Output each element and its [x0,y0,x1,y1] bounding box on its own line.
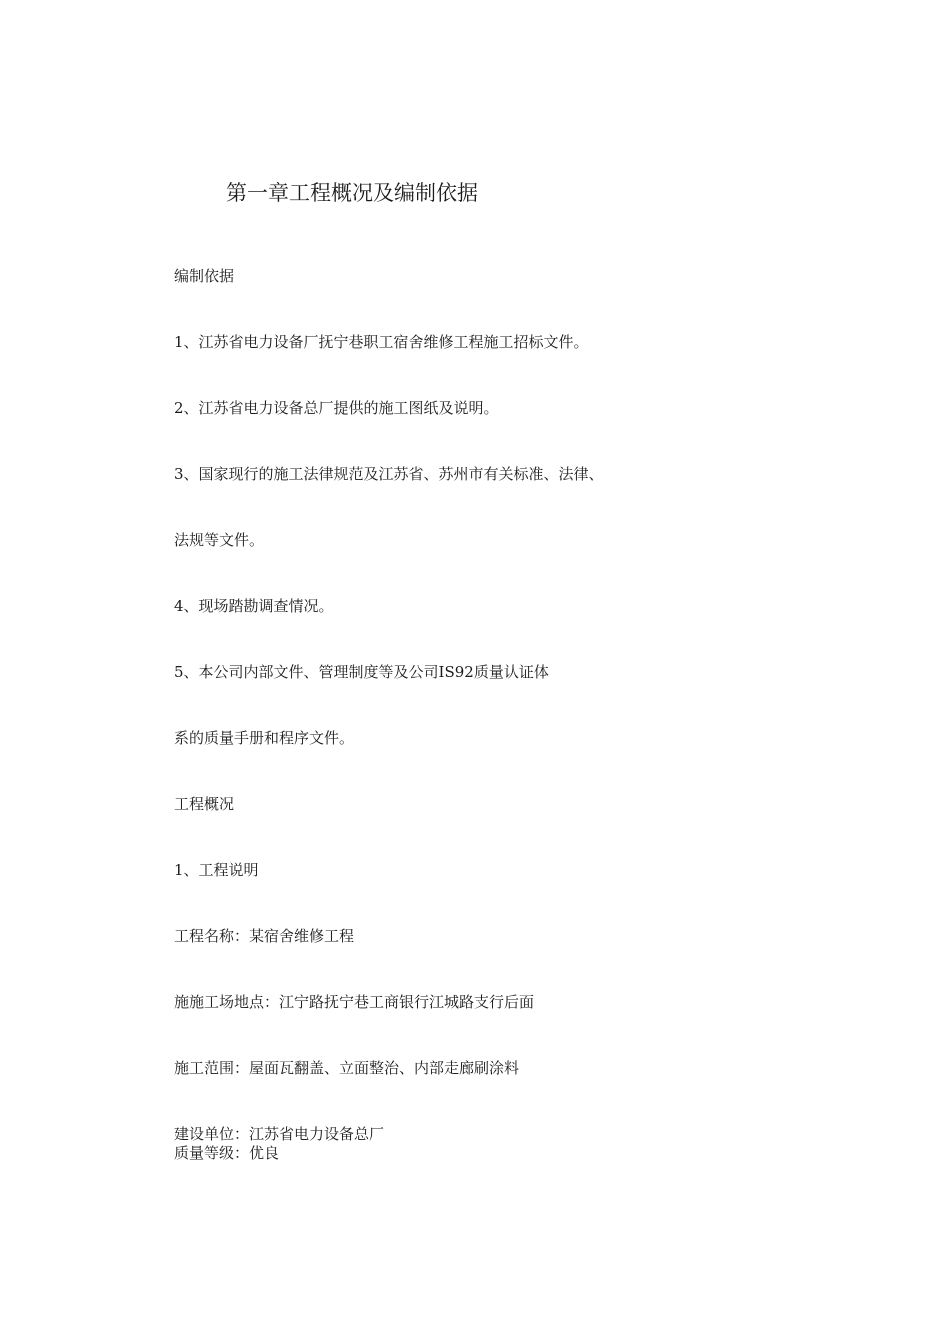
overview-heading: 工程概况 [174,795,235,813]
basis-heading: 编制依据 [174,267,235,285]
project-location: 施施工场地点：江宁路抚宁巷工商银行江城路支行后面 [174,993,535,1011]
project-owner: 建设单位：江苏省电力设备总厂 [174,1125,385,1143]
basis-item: 3、国家现行的施工法律规范及江苏省、苏州市有关标准、法律、 [174,465,604,483]
basis-item-continuation: 法规等文件。 [174,531,265,549]
overview-subheading: 1、工程说明 [174,861,259,879]
project-scope: 施工范围：屋面瓦翻盖、立面整治、内部走廊刷涂料 [174,1059,520,1077]
chapter-title: 第一章工程概况及编制依据 [226,181,478,205]
project-name: 工程名称：某宿舍维修工程 [174,927,355,945]
basis-item: 4、现场踏勘调查情况。 [174,597,334,615]
basis-item: 5、本公司内部文件、管理制度等及公司IS92质量认证体 [174,663,549,681]
basis-item-continuation: 系的质量手册和程序文件。 [174,729,355,747]
basis-item: 2、江苏省电力设备总厂提供的施工图纸及说明。 [174,399,499,417]
quality-grade: 质量等级：优良 [174,1144,280,1162]
basis-item: 1、江苏省电力设备厂抚宁巷职工宿舍维修工程施工招标文件。 [174,333,589,351]
